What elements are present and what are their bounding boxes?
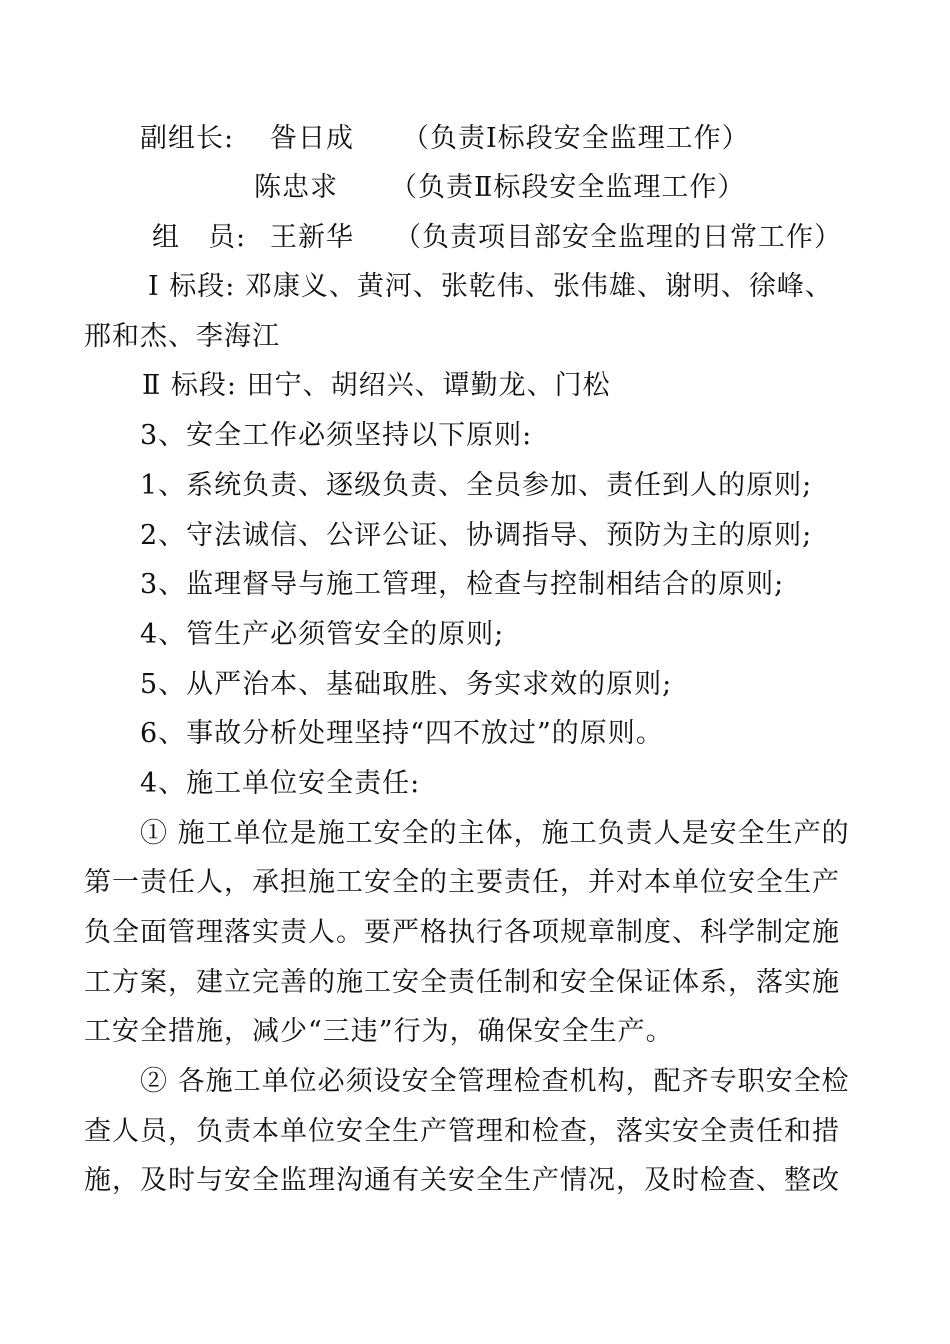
deputy-leader-label: 副组长: (140, 123, 235, 154)
deputy-leader-1-duty: （负责Ⅰ标段安全监理工作） (402, 123, 750, 154)
paragraph-1-line: 负全面管理落实责人。要严格执行各项规章制度、科学制定施 (84, 917, 840, 948)
paragraph-1-line: 工安全措施，减少“三违”行为，确保安全生产。 (84, 1016, 674, 1047)
member-label: 组 员: (152, 222, 247, 253)
principle-item: 5、从严治本、基础取胜、务实求效的原则; (140, 669, 673, 700)
deputy-leader-1-name: 昝日成 (270, 123, 354, 154)
paragraph-1-line: 工方案，建立完善的施工安全责任制和安全保证体系，落实施 (84, 967, 840, 998)
principle-item: 1、系统负责、逐级负责、全员参加、责任到人的原则; (140, 470, 813, 501)
member-duty: （负责项目部安全监理的日常工作） (394, 222, 842, 253)
paragraph-2-line: ② 各施工单位必须设安全管理检查机构，配齐专职安全检 (140, 1066, 850, 1097)
paragraph-2-line: 查人员，负责本单位安全生产管理和检查，落实安全责任和措 (84, 1116, 840, 1147)
paragraph-2-line: 施，及时与安全监理沟通有关安全生产情况，及时检查、整改 (84, 1165, 840, 1196)
member-row (152, 220, 842, 256)
section-1-line-1: Ⅰ 标段: 邓康义、黄河、张乾伟、张伟雄、谢明、徐峰、 (148, 271, 833, 302)
member-name: 王新华 (270, 222, 354, 253)
principle-item: 2、守法诚信、公评公证、协调指导、预防为主的原则; (140, 520, 813, 551)
principle-item: 6、事故分析处理坚持“四不放过”的原则。 (140, 718, 664, 749)
deputy-leader-2-duty: （负责Ⅱ标段安全监理工作） (390, 172, 746, 203)
deputy-leader-row-1 (140, 121, 750, 157)
section-1-line-2: 邢和杰、李海江 (84, 321, 280, 352)
paragraph-1-line: 第一责任人，承担施工安全的主要责任，并对本单位安全生产 (84, 867, 840, 898)
deputy-leader-row-2 (254, 170, 745, 206)
principle-item: 4、管生产必须管安全的原则; (140, 619, 505, 650)
paragraph-1-line: ① 施工单位是施工安全的主体，施工负责人是安全生产的 (140, 818, 850, 849)
principles-heading: 3、安全工作必须坚持以下原则: (140, 420, 533, 451)
principle-item: 3、监理督导与施工管理，检查与控制相结合的原则; (140, 569, 785, 600)
responsibility-heading: 4、施工单位安全责任: (140, 768, 421, 799)
deputy-leader-2-name: 陈忠求 (254, 172, 338, 203)
section-2-line: Ⅱ 标段: 田宁、胡绍兴、谭勤龙、门松 (142, 370, 611, 401)
